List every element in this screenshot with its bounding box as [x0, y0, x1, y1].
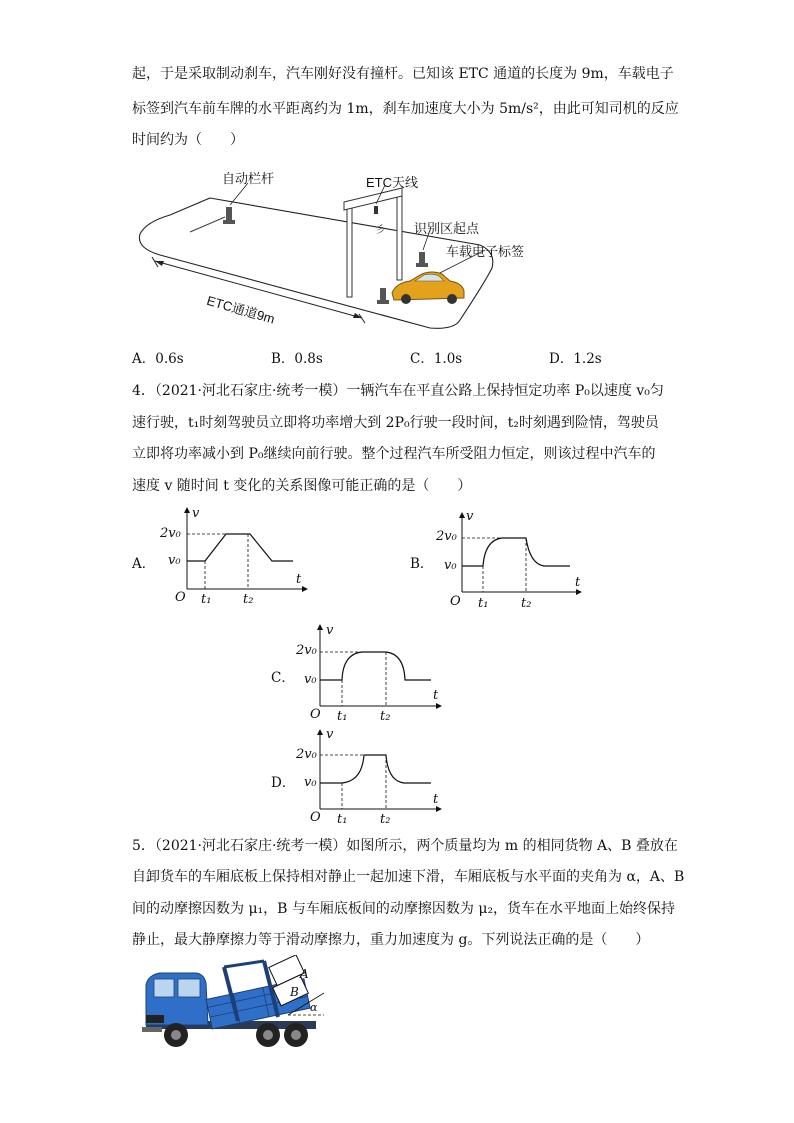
label-vehicle-tag: 车载电子标签	[446, 244, 525, 259]
q5-text-line-3: 间的动摩擦因数为 μ₁，B 与车厢底板间的动摩擦因数为 μ₂，货车在水平地面上始终保持	[132, 901, 676, 917]
q4-c-t1: t₁	[337, 709, 348, 724]
label-etc-length: ETC通道9m	[205, 292, 277, 327]
q4-c-v0: v₀	[304, 672, 317, 687]
q4-a-t-axis: t	[296, 572, 302, 587]
q4-b-t2: t₂	[521, 596, 532, 611]
q4-d-t2: t₂	[380, 812, 391, 827]
q5-label-alpha: α	[310, 1001, 318, 1014]
q4-d-v-axis: v	[326, 727, 334, 742]
q3-option-c[interactable]: C．1.0s	[410, 351, 463, 367]
q4-c-2v0: 2v₀	[296, 643, 317, 658]
q4-a-t1: t₁	[201, 592, 212, 607]
q4-text-line-1: 4．（2021·河北石家庄·统考一模）一辆汽车在平直公路上保持恒定功率 P₀以速度 v₀匀	[132, 383, 664, 399]
q4-c-t-axis: t	[433, 688, 439, 703]
q4-option-b-label[interactable]: B．	[410, 556, 434, 572]
q4-c-origin: O	[310, 707, 321, 722]
q4-a-2v0: 2v₀	[160, 526, 181, 541]
q4-b-2v0: 2v₀	[436, 529, 457, 544]
q4-text-line-4: 速度 v 随时间 t 变化的关系图像可能正确的是（ ）	[132, 478, 472, 494]
q3-text-line-2: 标签到汽车前车牌的水平距离约为 1m，刹车加速度大小为 5m/s²，由此可知司机的反应	[132, 101, 679, 117]
q5-text-line-4: 静止，最大静摩擦力等于滑动摩擦力，重力加速度为 g。下列说法正确的是（ ）	[132, 932, 650, 948]
q3-text-line-3: 时间约为（ ）	[132, 132, 244, 148]
q3-text-line-1: 起，于是采取制动刹车，汽车刚好没有撞杆。已知该 ETC 通道的长度为 9m，车载电子	[132, 66, 674, 82]
svg-text:彡: 彡	[375, 225, 385, 236]
q4-b-t1: t₁	[478, 596, 489, 611]
label-auto-barrier: 自动栏杆	[222, 171, 275, 186]
q4-c-v-axis: v	[326, 623, 334, 638]
q4-b-t-axis: t	[575, 575, 581, 590]
q5-text-line-1: 5．（2021·河北石家庄·统考一模）如图所示，两个质量均为 m 的相同货物 A、B 叠放在	[132, 838, 678, 854]
q5-label-a: A	[300, 967, 309, 981]
q3-option-d[interactable]: D．1.2s	[549, 351, 602, 367]
q4-a-origin: O	[175, 590, 186, 605]
label-recognition-start: 识别区起点	[414, 221, 480, 236]
q4-c-t2: t₂	[380, 709, 391, 724]
q4-d-origin: O	[310, 810, 321, 825]
q4-a-t2: t₂	[243, 592, 254, 607]
q4-option-d-label[interactable]: D．	[271, 775, 296, 791]
q4-a-v0: v₀	[168, 553, 181, 568]
q3-option-b[interactable]: B．0.8s	[271, 351, 323, 367]
q4-text-line-2: 速行驶，t₁时刻驾驶员立即将功率增大到 2P₀行驶一段时间，t₂时刻遇到险情，驾驶员	[132, 415, 659, 431]
q4-b-origin: O	[450, 594, 461, 609]
q4-d-2v0: 2v₀	[296, 747, 317, 762]
q5-label-b: B	[290, 985, 299, 999]
q4-d-v0: v₀	[304, 775, 317, 790]
q5-text-line-2: 自卸货车的车厢底板上保持相对静止一起加速下滑，车厢底板与水平面的夹角为 α，A、B	[132, 869, 685, 885]
q4-b-v-axis: v	[466, 509, 474, 524]
q4-option-c-label[interactable]: C．	[271, 670, 295, 686]
q4-text-line-3: 立即将功率减小到 P₀继续向前行驶。整个过程汽车所受阻力恒定，则该过程中汽车的	[132, 446, 656, 462]
q4-d-t1: t₁	[337, 812, 348, 827]
q4-graph-b[interactable]	[440, 510, 590, 615]
q4-b-v0: v₀	[444, 558, 457, 573]
q4-a-v-axis: v	[192, 506, 200, 521]
label-etc-antenna: ETC天线	[366, 175, 419, 190]
q3-option-a[interactable]: A．0.6s	[132, 351, 184, 367]
q4-d-t-axis: t	[433, 792, 439, 807]
q4-option-a-label[interactable]: A．	[132, 556, 156, 572]
